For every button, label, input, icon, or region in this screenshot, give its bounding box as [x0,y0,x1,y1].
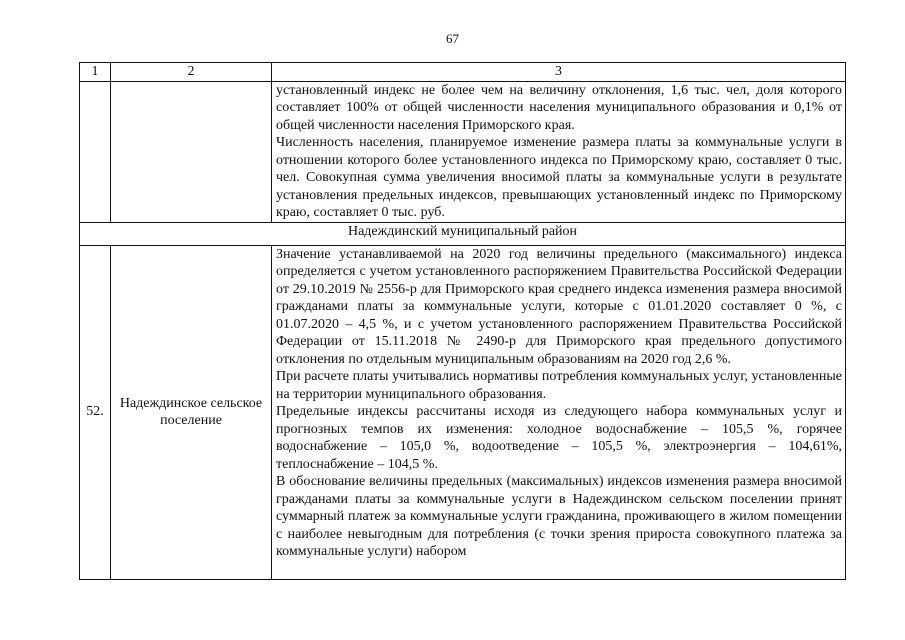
paragraph: установленный индекс не более чем на величину отклонения, 1,6 тыс. чел, доля которого составляет 100% от общей численности населения муниципального образования и 0,1% от общей численности населения Приморского края. [276,82,842,133]
paragraph: При расчете платы учитывались нормативы потребления коммунальных услуг, установленные на территории муниципального образования. [276,369,842,402]
paragraph: Численность населения, планируемое изменение размера платы за коммунальные услуги в отношении которого более установленного индекса по Приморскому краю, составляет 0 тыс. чел. Совокупная сумма увеличения вносимой платы за коммунальные услуги в результате установления предельных индексов, превышающих установленный индекс по Приморскому краю, составляет 0 тыс. руб. [276,135,842,220]
municipality-name: Надеждинское сельское поселение [111,245,272,579]
header-col-3: 3 [272,63,846,82]
document-table [79,62,846,580]
header-col-2: 2 [111,63,272,82]
section-title: Надеждинский муниципальный район [80,222,846,245]
page-number: 67 [446,31,459,46]
row-text-cell [272,245,846,579]
row-name-cell [111,81,272,222]
section-row [80,222,846,245]
paragraph: Значение устанавливаемой на 2020 год величины предельного (максимального) индекса определяется с учетом установленного распоряжением Правительства Российской Федерации от 29.10.2019 № 2556-р для Приморского края среднего индекса изменения размера вносимой гражданами платы за коммунальные услуги, которые с 01.01.2020 составляет 0 %, с 01.07.2020 – 4,5 %, и с учетом установленного распоряжением Правительства Российской Федерации от 15.11.2018 № 2490-р для Приморского края предельного допустимого отклонения по отдельным муниципальным образованиям на 2020 год 2,6 %. [276,246,842,367]
row-text-cell [272,81,846,222]
row-text-content [276,246,842,579]
row-number-cell [80,81,111,222]
table-header-row [80,63,846,82]
header-col-1: 1 [80,63,111,82]
paragraph: В обоснование величины предельных (максимальных) индексов изменения размера вносимой гражданами платы за коммунальные услуги в Надеждинском сельском поселении принят суммарный платеж за коммунальные услуги гражданина, проживающего в жилом помещении с наиболее невыгодным для потребления (с точки зрения прироста совокупного платежа за коммунальные услуги) набором [276,474,842,559]
paragraph: Предельные индексы рассчитаны исходя из следующего набора коммунальных услуг и прогнозных темпов их изменения: холодное водоснабжение – 105,5 %, горячее водоснабжение – 105,0 %, водоотведение – 105,5 %, электроэнергия – 104,61%, теплоснабжение – 104,5 %. [276,404,842,472]
table-row-52 [80,245,846,579]
table-row-continued [80,81,846,222]
row-number: 52. [80,245,111,579]
